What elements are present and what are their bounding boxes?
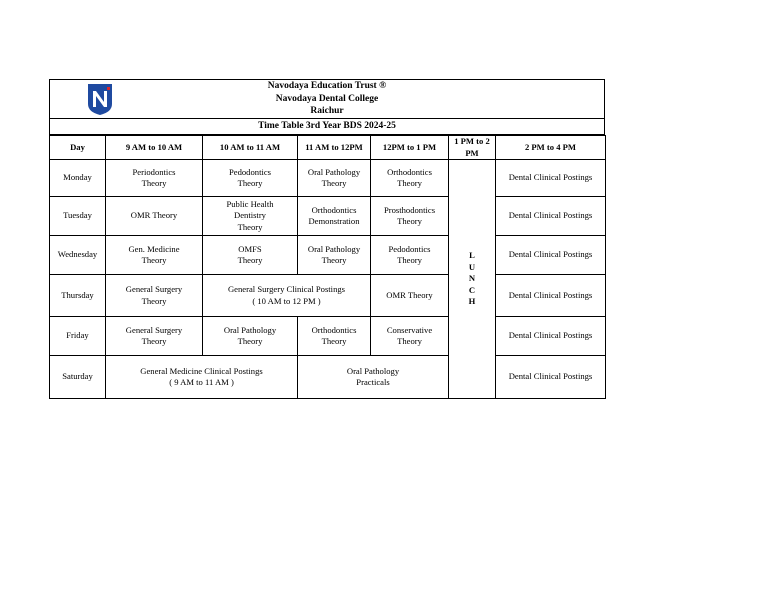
class-type: Theory — [321, 178, 347, 188]
subject: Orthodontics — [311, 204, 357, 215]
header-row — [50, 136, 606, 160]
class-type: Practicals — [356, 377, 390, 387]
col-header-slot3: 11 AM to 12PM — [298, 136, 371, 160]
class-cell — [371, 317, 449, 356]
time-range: ( 10 AM to 12 PM ) — [252, 295, 321, 306]
class-cell — [203, 197, 298, 236]
subject: Periodontics — [132, 166, 176, 177]
col-header-slot4: 12PM to 1 PM — [371, 136, 449, 160]
class-cell — [203, 275, 371, 317]
day-cell: Saturday — [50, 356, 106, 399]
clinical-cell: Dental Clinical Postings — [496, 236, 606, 275]
class-cell — [298, 197, 371, 236]
class-type: Theory — [397, 216, 422, 226]
header — [49, 79, 605, 118]
clinical-cell: Dental Clinical Postings — [496, 197, 606, 236]
college-name: Navodaya Dental College — [275, 93, 379, 104]
day-cell: Wednesday — [50, 236, 106, 275]
lunch-letter: C — [468, 284, 476, 295]
table-row — [50, 356, 606, 399]
class-type: Demonstration — [308, 216, 360, 226]
class-type: Theory — [141, 255, 167, 265]
class-type: Theory — [237, 221, 263, 232]
class-cell — [298, 356, 449, 399]
class-cell — [106, 236, 203, 275]
header-text — [50, 80, 604, 118]
class-type: Theory — [141, 295, 167, 306]
class-cell — [203, 160, 298, 197]
class-type: Theory — [141, 178, 167, 188]
class-cell — [106, 317, 203, 356]
subject: General Surgery — [125, 284, 183, 294]
clinical-cell: Dental Clinical Postings — [496, 275, 606, 317]
class-cell — [203, 317, 298, 356]
class-type: Theory — [321, 255, 347, 265]
class-type: Theory — [237, 178, 263, 188]
subject: Oral Pathology — [307, 166, 361, 177]
subject: General Medicine Clinical Postings — [140, 365, 263, 376]
subject: Oral Pathology — [346, 365, 400, 376]
subject: OMFS — [238, 243, 262, 254]
col-header-slot1: 9 AM to 10 AM — [106, 136, 203, 160]
class-type: Theory — [397, 178, 422, 188]
day-cell: Tuesday — [50, 197, 106, 236]
class-cell — [298, 317, 371, 356]
lunch-letter: L — [469, 250, 475, 261]
clinical-cell: Dental Clinical Postings — [496, 317, 606, 356]
timetable-sheet — [49, 79, 605, 399]
subject: Prosthodontics — [383, 204, 436, 215]
clinical-cell: Dental Clinical Postings — [496, 356, 606, 399]
time-range: ( 9 AM to 11 AM ) — [169, 377, 234, 387]
subject: Conservative — [386, 324, 433, 335]
lunch-letter: N — [468, 273, 476, 284]
lunch-letter: H — [468, 296, 476, 307]
subject: Gen. Medicine — [128, 243, 180, 254]
subject: General Surgery Clinical Postings — [227, 284, 346, 294]
class-cell — [371, 160, 449, 197]
class-cell — [106, 356, 298, 399]
subject: Dentistry — [234, 210, 266, 221]
class-cell — [298, 236, 371, 275]
class-cell — [203, 236, 298, 275]
class-cell — [106, 160, 203, 197]
subject: Orthodontics — [387, 166, 432, 177]
class-type: Theory — [397, 255, 422, 265]
day-cell: Friday — [50, 317, 106, 356]
class-cell — [371, 236, 449, 275]
class-cell — [371, 197, 449, 236]
subject: General Surgery — [125, 324, 183, 335]
subject: Public Health — [226, 198, 274, 209]
day-cell: Thursday — [50, 275, 106, 317]
class-type: Theory — [321, 336, 347, 346]
college-logo-icon — [86, 82, 114, 116]
class-cell: OMR Theory — [371, 275, 449, 317]
class-type: Theory — [237, 255, 263, 265]
class-cell — [106, 275, 203, 317]
subject: Orthodontics — [311, 324, 357, 335]
city-name: Raichur — [310, 106, 344, 116]
col-header-day: Day — [50, 136, 106, 160]
col-header-slot2: 10 AM to 11 AM — [203, 136, 298, 160]
lunch-cell — [449, 160, 496, 399]
subject: Pedodontics — [228, 166, 271, 177]
col-header-slot6: 2 PM to 4 PM — [496, 136, 606, 160]
table-row — [50, 236, 606, 275]
subject: Oral Pathology — [223, 324, 277, 335]
class-type: Theory — [237, 336, 263, 346]
day-cell: Monday — [50, 160, 106, 197]
timetable — [49, 135, 606, 399]
clinical-cell: Dental Clinical Postings — [496, 160, 606, 197]
timetable-title: Time Table 3rd Year BDS 2024-25 — [49, 118, 605, 135]
class-cell: OMR Theory — [106, 197, 203, 236]
class-cell — [298, 160, 371, 197]
subject: Pedodontics — [388, 243, 431, 254]
lunch-letter: U — [468, 261, 476, 272]
subject: Oral Pathology — [307, 243, 361, 254]
table-row — [50, 275, 606, 317]
trust-name: Navodaya Education Trust ® — [267, 81, 387, 91]
table-row — [50, 317, 606, 356]
class-type: Theory — [397, 336, 422, 346]
table-row — [50, 160, 606, 197]
class-type: Theory — [141, 336, 167, 346]
table-row — [50, 197, 606, 236]
col-header-slot5: 1 PM to 2 PM — [449, 136, 496, 160]
